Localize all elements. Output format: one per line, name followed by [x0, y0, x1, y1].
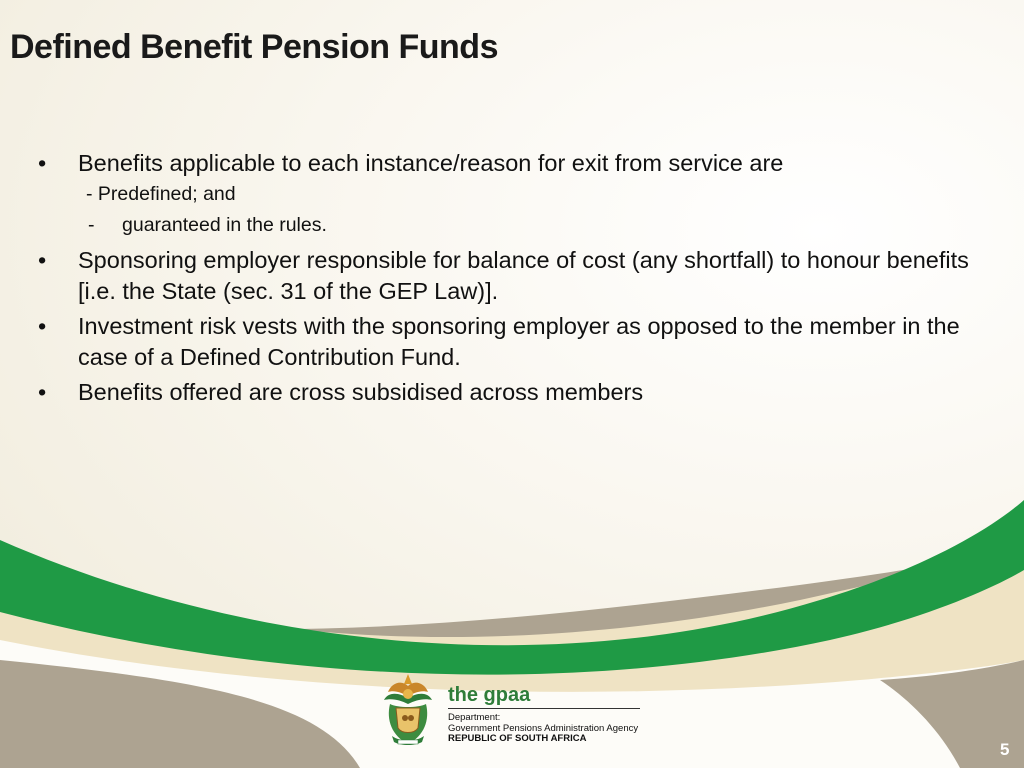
- bullet-text: Investment risk vests with the sponsoring employer as opposed to the member in the case of a Defined Contribution Fund.: [78, 313, 960, 370]
- bullet-text: Sponsoring employer responsible for balance of cost (any shortfall) to honour benefits [i.e. the State (sec. 31 of the GEP Law)].: [78, 247, 969, 304]
- bullet-marker: •: [38, 150, 47, 176]
- gpaa-logo: [378, 670, 648, 750]
- bullet-marker: •: [38, 313, 47, 339]
- logo-divider: [448, 708, 640, 709]
- sub-item-marker: -: [88, 214, 95, 236]
- logo-agency: Government Pensions Administration Agency: [448, 723, 639, 734]
- logo-name: the gpaa: [448, 684, 531, 706]
- logo-country: REPUBLIC OF SOUTH AFRICA: [448, 733, 587, 744]
- bullet-list: [38, 148, 998, 408]
- logo-department: Department:: [448, 712, 501, 723]
- page-number: 5: [1000, 740, 1010, 759]
- sub-item-text: Predefined; and: [97, 183, 236, 205]
- sub-item: [38, 210, 998, 241]
- coat-of-arms-icon: [378, 670, 438, 748]
- bullet-item: [38, 245, 998, 307]
- sub-item: [38, 179, 998, 210]
- slide-title: Defined Benefit Pension Funds: [10, 28, 498, 66]
- bullet-marker: •: [38, 247, 47, 273]
- bullet-text: Benefits offered are cross subsidised across members: [78, 379, 644, 405]
- bullet-marker: •: [38, 379, 47, 405]
- bullet-item: [38, 377, 998, 408]
- bullet-item: [38, 311, 998, 373]
- bullet-text: Benefits applicable to each instance/reason for exit from service are: [78, 150, 784, 176]
- sub-item-marker: -: [86, 183, 98, 205]
- sub-item-text: guaranteed in the rules.: [122, 214, 327, 236]
- bullet-item: [38, 148, 998, 179]
